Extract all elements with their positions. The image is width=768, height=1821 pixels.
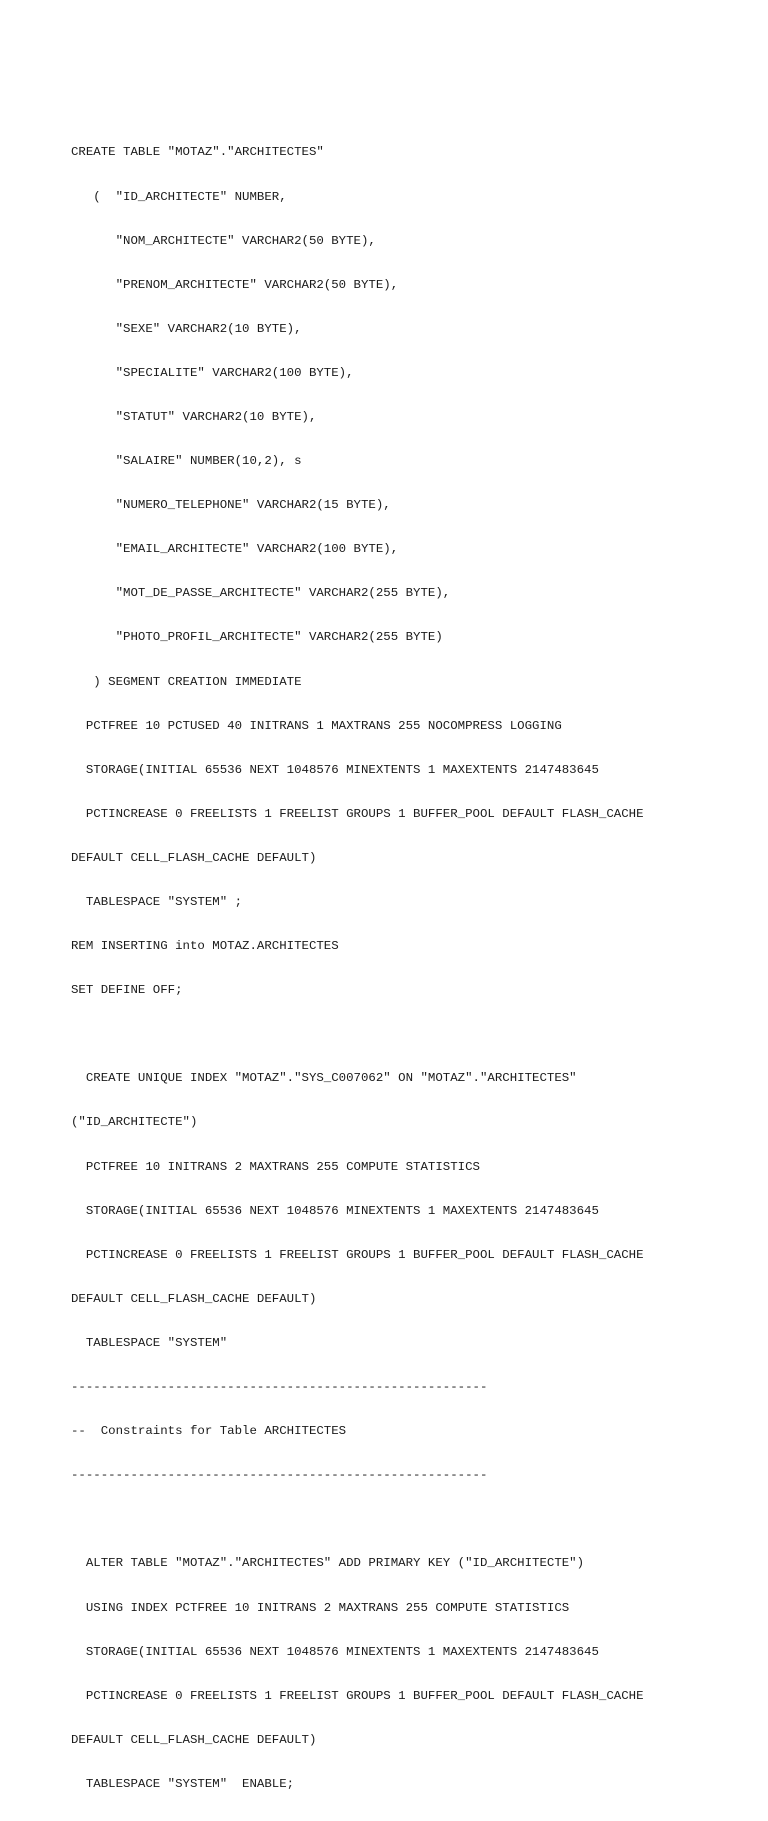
code-line: "MOT_DE_PASSE_ARCHITECTE" VARCHAR2(255 BYTE), xyxy=(71,586,451,601)
code-line: STORAGE(INITIAL 65536 NEXT 1048576 MINEXTENTS 1 MAXEXTENTS 2147483645 xyxy=(71,762,599,777)
code-line: "PHOTO_PROFIL_ARCHITECTE" VARCHAR2(255 BYTE) xyxy=(71,630,443,645)
code-line: PCTINCREASE 0 FREELISTS 1 FREELIST GROUPS 1 BUFFER_POOL DEFAULT FLASH_CACHE xyxy=(71,1688,644,1703)
code-line: "STATUT" VARCHAR2(10 BYTE), xyxy=(71,409,317,424)
code-line: TABLESPACE "SYSTEM" ENABLE; xyxy=(71,1776,295,1791)
code-line xyxy=(71,1512,644,1527)
code-line: PCTINCREASE 0 FREELISTS 1 FREELIST GROUPS 1 BUFFER_POOL DEFAULT FLASH_CACHE xyxy=(71,1247,644,1262)
code-line: REM INSERTING into MOTAZ.ARCHITECTES xyxy=(71,939,339,954)
code-line: PCTFREE 10 INITRANS 2 MAXTRANS 255 COMPUTE STATISTICS xyxy=(71,1159,480,1174)
sql-code-block xyxy=(71,116,644,1821)
code-line: CREATE TABLE "MOTAZ"."ARCHITECTES" xyxy=(71,145,324,160)
comment-heading: -- Constraints for Table ARCHITECTES xyxy=(71,1424,347,1439)
code-line: SET DEFINE OFF; xyxy=(71,983,183,998)
code-line: "NOM_ARCHITECTE" VARCHAR2(50 BYTE), xyxy=(71,233,376,248)
code-line: PCTFREE 10 PCTUSED 40 INITRANS 1 MAXTRANS 255 NOCOMPRESS LOGGING xyxy=(71,718,562,733)
code-line: ALTER TABLE "MOTAZ"."ARCHITECTES" ADD PRIMARY KEY ("ID_ARCHITECTE") xyxy=(71,1556,585,1571)
code-line: "EMAIL_ARCHITECTE" VARCHAR2(100 BYTE), xyxy=(71,542,399,557)
code-line: ) SEGMENT CREATION IMMEDIATE xyxy=(71,674,302,689)
code-line: PCTINCREASE 0 FREELISTS 1 FREELIST GROUPS 1 BUFFER_POOL DEFAULT FLASH_CACHE xyxy=(71,806,644,821)
code-line: ("ID_ARCHITECTE") xyxy=(71,1115,198,1130)
code-line: "SPECIALITE" VARCHAR2(100 BYTE), xyxy=(71,365,354,380)
code-line: "NUMERO_TELEPHONE" VARCHAR2(15 BYTE), xyxy=(71,498,391,513)
comment-divider: -------------------------------------------------------- xyxy=(71,1380,488,1395)
code-line xyxy=(71,1027,644,1042)
code-line: TABLESPACE "SYSTEM" xyxy=(71,1335,228,1350)
code-line: "SEXE" VARCHAR2(10 BYTE), xyxy=(71,321,302,336)
code-line: TABLESPACE "SYSTEM" ; xyxy=(71,895,243,909)
code-line: DEFAULT CELL_FLASH_CACHE DEFAULT) xyxy=(71,1291,317,1306)
comment-divider: -------------------------------------------------------- xyxy=(71,1468,488,1483)
code-line: DEFAULT CELL_FLASH_CACHE DEFAULT) xyxy=(71,1732,317,1747)
code-line: ( "ID_ARCHITECTE" NUMBER, xyxy=(71,189,287,204)
code-line: STORAGE(INITIAL 65536 NEXT 1048576 MINEXTENTS 1 MAXEXTENTS 2147483645 xyxy=(71,1644,599,1659)
code-line: DEFAULT CELL_FLASH_CACHE DEFAULT) xyxy=(71,850,317,865)
code-line: "SALAIRE" NUMBER(10,2), s xyxy=(71,454,302,469)
code-line: USING INDEX PCTFREE 10 INITRANS 2 MAXTRANS 255 COMPUTE STATISTICS xyxy=(71,1600,570,1615)
code-line: STORAGE(INITIAL 65536 NEXT 1048576 MINEXTENTS 1 MAXEXTENTS 2147483645 xyxy=(71,1203,599,1218)
code-line: CREATE UNIQUE INDEX "MOTAZ"."SYS_C007062" ON "MOTAZ"."ARCHITECTES" xyxy=(71,1071,577,1086)
code-line: "PRENOM_ARCHITECTE" VARCHAR2(50 BYTE), xyxy=(71,277,399,292)
